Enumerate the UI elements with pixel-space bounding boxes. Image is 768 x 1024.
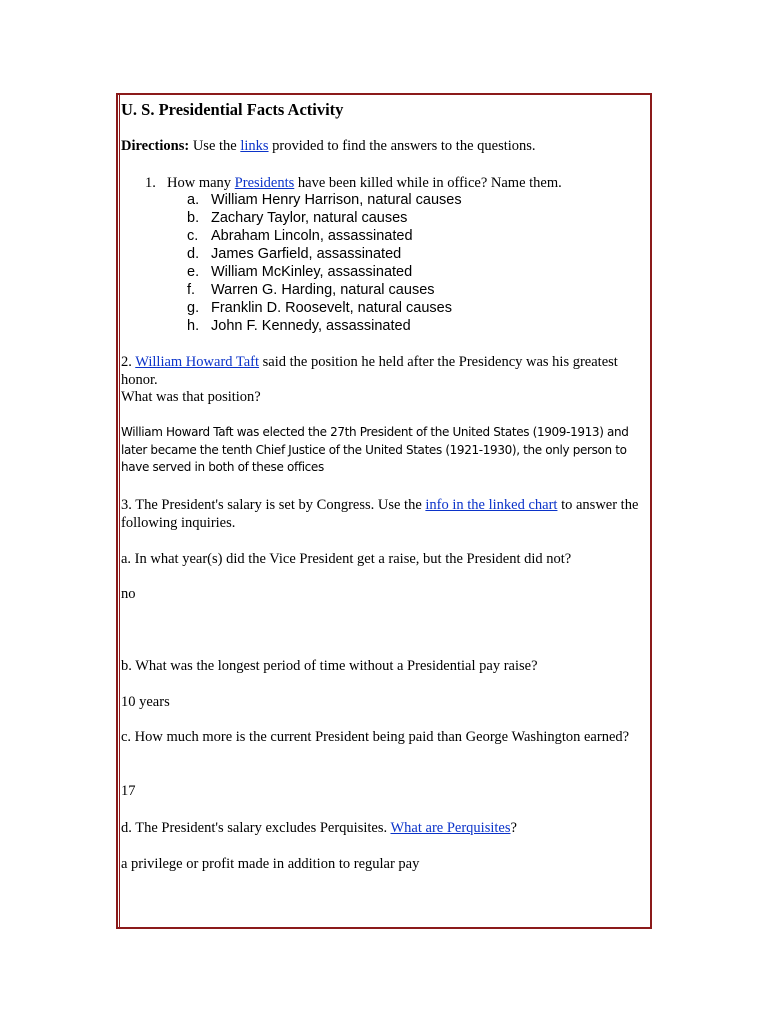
list-item: b. Zachary Taylor, natural causes — [187, 210, 408, 226]
question-3c: c. How much more is the current President being paid than George Washington earned? — [121, 729, 630, 745]
william-howard-taft-link[interactable]: William Howard Taft — [135, 354, 260, 370]
directions-label: Directions: — [121, 138, 190, 154]
links-link[interactable]: links — [240, 138, 269, 154]
list-item: d. James Garfield, assassinated — [187, 246, 402, 262]
question-3-text-after: to answer the following inquiries. — [121, 497, 639, 531]
list-item: e. William McKinley, assassinated — [187, 264, 413, 280]
page-title: U. S. Presidential Facts Activity — [121, 100, 344, 119]
question-3d-text-before: d. The President's salary excludes Perquisites. — [121, 820, 391, 836]
question-3d — [121, 819, 648, 837]
directions-text-before: Use the — [189, 138, 241, 154]
question-3a: a. In what year(s) did the Vice President get a raise, but the President did not? — [121, 551, 572, 567]
question-1-text — [167, 174, 562, 192]
frame-double-line — [119, 95, 120, 927]
question-3b: b. What was the longest period of time without a Presidential pay raise? — [121, 658, 538, 674]
question-3b-answer: 10 years — [121, 694, 170, 710]
question-2-text: said the position he held after the Presidency was his greatest honor. — [121, 354, 618, 388]
question-3-text-before: 3. The President's salary is set by Congress. Use the — [121, 497, 426, 513]
document-frame — [116, 93, 652, 929]
info-chart-link[interactable]: info in the linked chart — [425, 497, 558, 513]
perquisites-link[interactable]: What are Perquisites — [390, 820, 511, 836]
list-item: h. John F. Kennedy, assassinated — [187, 318, 411, 334]
question-1-answer-list — [185, 191, 462, 335]
question-3 — [121, 496, 648, 532]
question-3a-answer: no — [121, 586, 136, 602]
list-item: f. Warren G. Harding, natural causes — [187, 282, 435, 298]
question-2 — [121, 353, 648, 389]
question-2-prefix: 2. — [121, 354, 136, 370]
list-item: a. William Henry Harrison, natural causes — [187, 192, 462, 208]
question-1-text-before: How many — [167, 175, 235, 191]
presidents-link[interactable]: Presidents — [234, 175, 295, 191]
list-item: c. Abraham Lincoln, assassinated — [187, 228, 413, 244]
directions-text-after: provided to find the answers to the questions. — [268, 138, 536, 154]
directions-paragraph — [121, 137, 648, 155]
question-3c-answer: 17 — [121, 783, 136, 799]
question-2-line2: What was that position? — [121, 389, 261, 405]
question-2-answer: William Howard Taft was elected the 27th President of the United States (1909-1913) and later became the tenth Chief Justice of the United States (1921-1930), the only person to have served in both of these offices — [121, 425, 629, 474]
question-1-number: 1. — [145, 175, 156, 191]
question-1-text-after: have been killed while in office? Name them. — [294, 175, 562, 191]
list-item: g. Franklin D. Roosevelt, natural causes — [187, 300, 452, 316]
question-3d-text-after: ? — [510, 820, 517, 836]
question-3d-answer: a privilege or profit made in addition to regular pay — [121, 856, 420, 872]
